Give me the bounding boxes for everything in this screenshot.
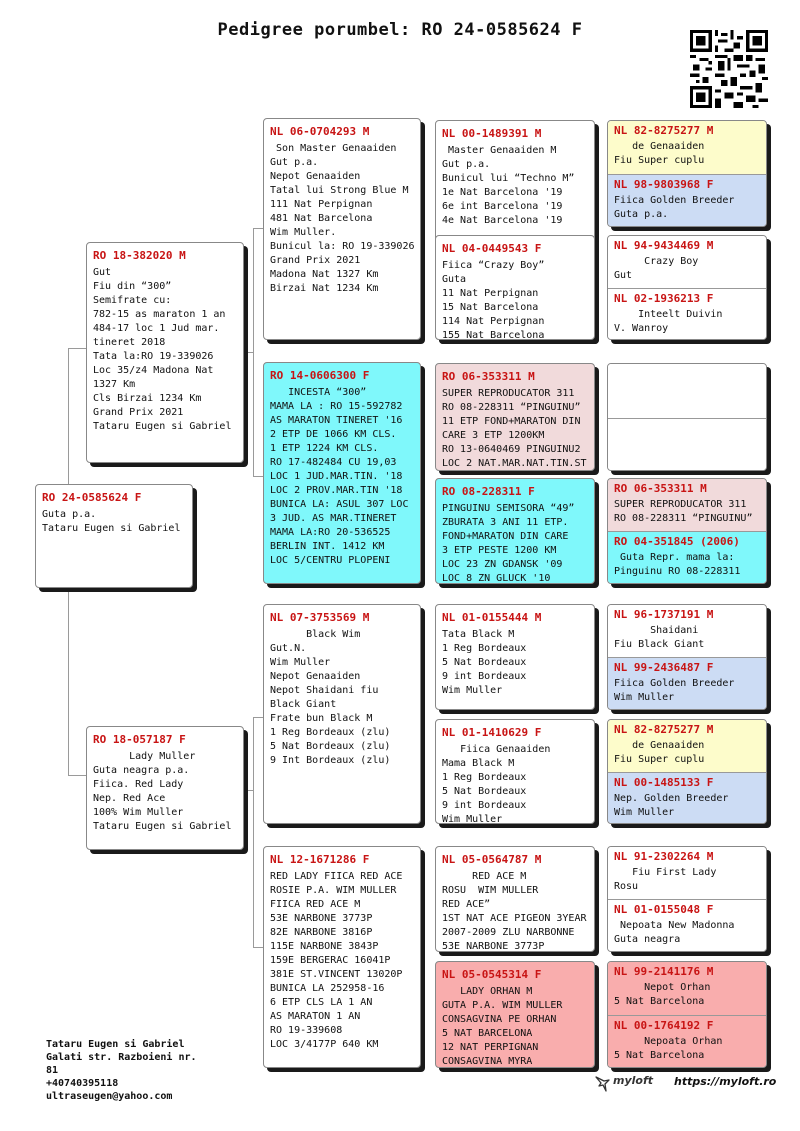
- pigeon-notes: Gut Fiu din “300” Semifrate cu: 782-15 as maraton 1 an 484-17 loc 1 Jud mar. tineret 2018 Tata la:RO 19-339026 Loc 35/z4 Madona Nat 1327 Km Cls Birzai 1234 Km Grand Prix 2021 Tataru Eugen si Gabriel: [93, 267, 232, 432]
- pigeon-pair-card: [607, 604, 767, 710]
- pigeon-card-gen3[interactable]: [435, 478, 595, 584]
- pigeon-card-sire[interactable]: [86, 242, 244, 463]
- pigeon-notes: Fiica Genaaiden Mama Black M 1 Reg Bordeaux 5 Nat Bordeaux 9 int Bordeaux Wim Muller: [442, 744, 551, 824]
- ring-number: NL 12-1671286 F: [270, 853, 370, 866]
- ring-number: NL 04-0449543 F: [442, 242, 542, 255]
- ring-number: NL 01-0155048 F: [614, 903, 714, 916]
- pigeon-card-subject[interactable]: [35, 484, 193, 588]
- ring-number: RO 18-057187 F: [93, 733, 186, 746]
- ring-number: NL 01-0155444 M: [442, 611, 542, 624]
- ring-number: NL 99-2141176 M: [614, 965, 714, 978]
- pigeon-card-gen4[interactable]: [608, 962, 766, 1015]
- connector-line: [253, 717, 254, 947]
- ring-number: RO 24-0585624 F: [42, 491, 142, 504]
- ring-number: NL 01-1410629 F: [442, 726, 542, 739]
- ring-number: NL 07-3753569 M: [270, 611, 370, 624]
- ring-number: NL 82-8275277 M: [614, 124, 714, 137]
- pigeon-pair-card: [607, 719, 767, 824]
- owner-contact: Tataru Eugen si Gabriel Galati str. Razboieni nr. 81 +40740395118 ultraseugen@yahoo.com: [46, 1039, 197, 1102]
- connector-line: [244, 352, 254, 353]
- connector-line: [244, 790, 254, 791]
- ring-number: NL 05-0564787 M: [442, 853, 542, 866]
- pigeon-pair-card: [607, 961, 767, 1068]
- ring-number: NL 05-0545314 F: [442, 968, 542, 981]
- pigeon-card-gen4[interactable]: [608, 605, 766, 657]
- ring-number: RO 14-0606300 F: [270, 369, 370, 382]
- connector-line: [253, 476, 263, 477]
- ring-number: NL 94-9434469 M: [614, 239, 714, 252]
- pigeon-notes: Inteelt Duivin V. Wanroy: [614, 309, 723, 334]
- website-link[interactable]: https://myloft.ro: [674, 1075, 777, 1088]
- qr-code-icon: [690, 30, 768, 108]
- pigeon-notes: Nepoata Orhan 5 Nat Barcelona: [614, 1036, 723, 1061]
- connector-line: [253, 228, 263, 229]
- page-title: Pedigree porumbel: RO 24-0585624 F: [217, 20, 583, 40]
- pigeon-card-gen4[interactable]: [608, 847, 766, 899]
- pigeon-notes: Nepot Orhan 5 Nat Barcelona: [614, 982, 711, 1007]
- pigeon-notes: INCESTA “300” MAMA LA : RO 15-592782 AS MARATON TINERET '16 2 ETP DE 1066 KM CLS. 1 ETP 1224 KM CLS. RO 17-482484 CU 19,03 LOC 1 JUD.MAR.TIN. '18 LOC 2 PROV.MAR.TIN '18 BUNICA LA: ASUL 307 LOC 3 JUD. AS MAR.TINERET MAMA LA:RO 20-536525 BERLIN INT. 1412 KM LOC 5/CENTRU PLOPENI: [270, 387, 409, 566]
- pigeon-card-gen4[interactable]: [608, 720, 766, 772]
- pigeon-card-grandsire-maternal[interactable]: [263, 604, 421, 824]
- pigeon-card-gen4[interactable]: [608, 121, 766, 174]
- pigeon-notes: RED ACE M ROSU WIM MULLER RED ACE” 1ST NAT ACE PIGEON 3YEAR 2007-2009 ZLU NARBONNE 53E NARBONE 3773P: [442, 871, 587, 952]
- ring-number: RO 04-351845 (2006): [614, 535, 740, 548]
- ring-number: NL 96-1737191 M: [614, 608, 714, 621]
- pigeon-notes: SUPER REPRODUCATOR 311 RO 08-228311 “PINGUINU” 11 ETP FOND+MARATON DIN CARE 3 ETP 1200KM RO 13-0640469 PINGUINU2 LOC 2 NAT.MAR.NAT.TIN.ST: [442, 388, 587, 469]
- ring-number: NL 98-9803968 F: [614, 178, 714, 191]
- pigeon-pair-card: [607, 120, 767, 227]
- pigeon-notes: Lady Muller Guta neagra p.a. Fiica. Red Lady Nep. Red Ace 100% Wim Muller Tataru Eugen si Gabriel: [93, 751, 232, 832]
- pigeon-card-gen4[interactable]: [608, 288, 766, 340]
- connector-line: [68, 348, 88, 349]
- pigeon-notes: Tata Black M 1 Reg Bordeaux 5 Nat Bordeaux 9 int Bordeaux Wim Muller: [442, 629, 527, 696]
- pigeon-card-gen3[interactable]: [435, 363, 595, 471]
- ring-number: NL 91-2302264 M: [614, 850, 714, 863]
- pigeon-card-gen4[interactable]: [608, 772, 766, 824]
- pigeon-notes: [608, 367, 766, 370]
- pigeon-notes: [608, 422, 766, 425]
- pigeon-card-gen4[interactable]: [608, 236, 766, 288]
- pigeon-notes: Fiu First Lady Rosu: [614, 867, 717, 892]
- ring-number: NL 06-0704293 M: [270, 125, 370, 138]
- pigeon-card-dam[interactable]: [86, 726, 244, 850]
- pigeon-notes: RED LADY FIICA RED ACE ROSIE P.A. WIM MULLER FIICA RED ACE M 53E NARBONE 3773P 82E NARBONE 3816P 115E NARBONE 3843P 159E BERGERAC 16041P 381E ST.VINCENT 13020P BUNICA LA 252958-16 6 ETP CLS LA 1 AN AS MARATON 1 AN RO 19-339608 LOC 3/4177P 640 KM: [270, 871, 403, 1050]
- ring-number: NL 00-1764192 F: [614, 1019, 714, 1032]
- pigeon-notes: Black Wim Gut.N. Wim Muller Nepot Genaaiden Nepot Shaidani fiu Black Giant Frate bun Black M 1 Reg Bordeaux (zlu) 5 Nat Bordeaux (zlu) 9 Int Bordeaux (zlu): [270, 629, 391, 766]
- myloft-logo: myloft: [613, 1074, 654, 1087]
- pigeon-pair-card: [607, 478, 767, 584]
- pigeon-card-gen3[interactable]: [435, 235, 595, 340]
- pigeon-notes: Fiica Golden Breeder Guta p.a.: [614, 195, 735, 220]
- pigeon-card-granddam-maternal[interactable]: [263, 846, 421, 1068]
- pigeon-logo-icon: [594, 1073, 612, 1093]
- pigeon-card-gen4-empty[interactable]: [608, 364, 766, 418]
- pigeon-notes: Son Master Genaaiden Gut p.a. Nepot Genaaiden Tatal lui Strong Blue M 111 Nat Perpignan 481 Nat Barcelona Wim Muller. Bunicul la: RO 19-339026 Grand Prix 2021 Madona Nat 1327 Km Birzai Nat 1234 Km: [270, 143, 415, 294]
- pigeon-notes: Nepoata New Madonna Guta neagra: [614, 920, 735, 945]
- ring-number: RO 06-353311 M: [614, 482, 707, 495]
- pigeon-notes: de Genaaiden Fiu Super cuplu: [614, 141, 705, 166]
- pigeon-card-gen3[interactable]: [435, 846, 595, 952]
- pigeon-card-gen3[interactable]: [435, 961, 595, 1068]
- connector-line: [68, 775, 88, 776]
- pigeon-card-gen4[interactable]: [608, 479, 766, 531]
- pigeon-notes: Nep. Golden Breeder Wim Muller: [614, 793, 729, 818]
- pigeon-pair-card: [607, 363, 767, 471]
- pigeon-card-granddam-paternal[interactable]: [263, 362, 421, 584]
- pigeon-card-gen4-empty[interactable]: [608, 418, 766, 471]
- pigeon-card-gen4[interactable]: [608, 531, 766, 584]
- ring-number: NL 82-8275277 M: [614, 723, 714, 736]
- pigeon-card-grandsire-paternal[interactable]: [263, 118, 421, 340]
- pigeon-notes: PINGUINU SEMISORA “49” ZBURATA 3 ANI 11 ETP. FOND+MARATON DIN CARE 3 ETP PESTE 1200 KM LOC 23 ZN GDANSK '09 LOC 8 ZN GLUCK '10: [442, 503, 575, 584]
- ring-number: RO 06-353311 M: [442, 370, 535, 383]
- connector-line: [253, 947, 263, 948]
- ring-number: NL 02-1936213 F: [614, 292, 714, 305]
- pigeon-notes: Shaidani Fiu Black Giant: [614, 625, 705, 650]
- pigeon-notes: LADY ORHAN M GUTA P.A. WIM MULLER CONSAGVINA PE ORHAN 5 NAT BARCELONA 12 NAT PERPIGNAN CONSAGVINA MYRA: [442, 986, 563, 1067]
- pigeon-card-gen4[interactable]: [608, 174, 766, 227]
- pigeon-card-gen3[interactable]: [435, 604, 595, 710]
- ring-number: RO 18-382020 M: [93, 249, 186, 262]
- pigeon-notes: Master Genaaiden M Gut p.a. Bunicul lui “Techno M” 1e Nat Barcelona '19 6e int Barcelona '19 4e Nat Barcelona '19: [442, 145, 575, 226]
- pigeon-card-gen4[interactable]: [608, 1015, 766, 1068]
- connector-line: [253, 717, 263, 718]
- ring-number: NL 00-1485133 F: [614, 776, 714, 789]
- pigeon-pair-card: [607, 846, 767, 952]
- pigeon-notes: Crazy Boy Gut: [614, 256, 699, 281]
- pigeon-notes: de Genaaiden Fiu Super cuplu: [614, 740, 705, 765]
- pigeon-card-gen4[interactable]: [608, 657, 766, 710]
- pigeon-card-gen4[interactable]: [608, 899, 766, 952]
- ring-number: RO 08-228311 F: [442, 485, 535, 498]
- pigeon-card-gen3[interactable]: [435, 719, 595, 824]
- ring-number: NL 00-1489391 M: [442, 127, 542, 140]
- pigeon-pair-card: [607, 235, 767, 340]
- pigeon-notes: Fiica “Crazy Boy” Guta 11 Nat Perpignan 15 Nat Barcelona 114 Nat Perpignan 155 Nat Barcelona: [442, 260, 545, 340]
- pigeon-notes: Guta Repr. mama la: Pinguinu RO 08-228311: [614, 552, 741, 577]
- pigeon-notes: Guta p.a. Tataru Eugen si Gabriel: [42, 509, 181, 534]
- pigeon-notes: SUPER REPRODUCATOR 311 RO 08-228311 “PINGUINU”: [614, 499, 753, 524]
- pigeon-notes: Fiica Golden Breeder Wim Muller: [614, 678, 735, 703]
- ring-number: NL 99-2436487 F: [614, 661, 714, 674]
